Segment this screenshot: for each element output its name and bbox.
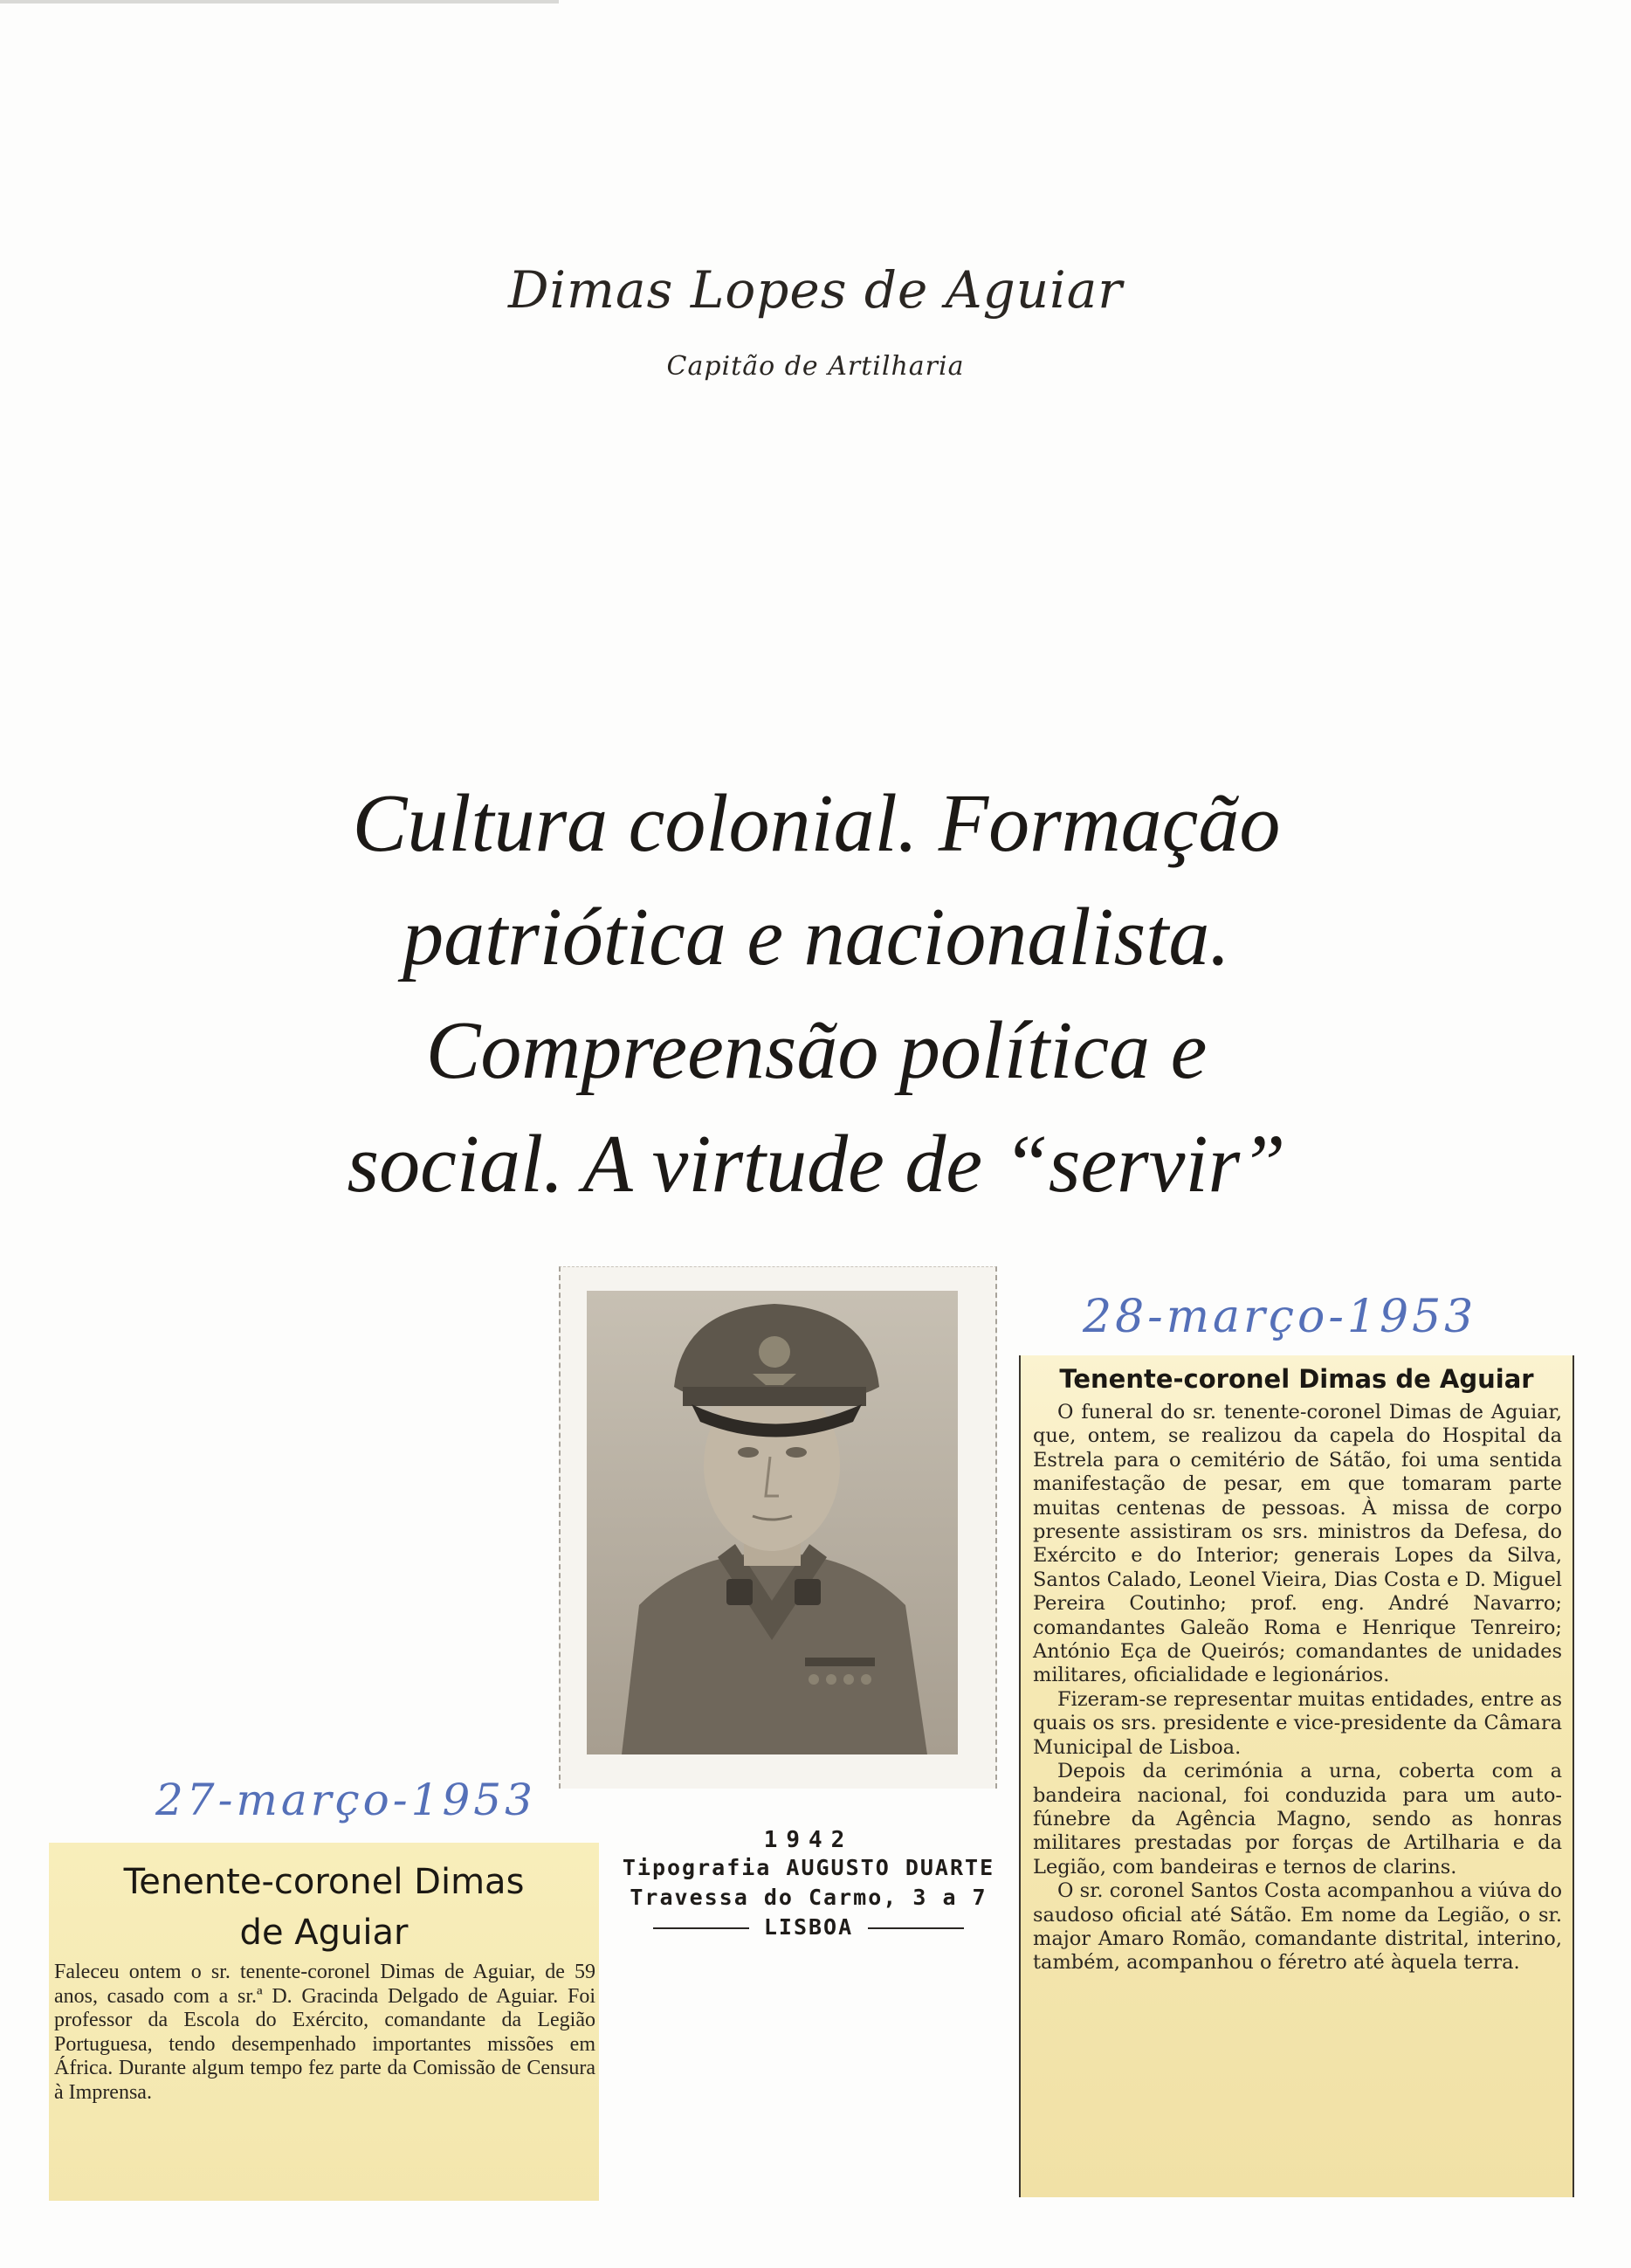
rule-left [653, 1927, 749, 1929]
clipping-body: Faleceu ontem o sr. tenente-coronel Dimas de Aguiar, de 59 anos, casado com a sr.ª D. Gracinda Delgado de Aguiar. Foi professor da Escola do Exército, comandante da Legião Portuguesa, tendo desempenhado importantes missões em África. Durante algum tempo fez parte da Comissão de Censura à Imprensa. [54, 1961, 595, 2104]
newspaper-clipping-obituary [49, 1843, 599, 2201]
title-line: patriótica e nacionalista. [403, 892, 1230, 982]
imprint-address: Travessa do Carmo, 3 a 7 [630, 1885, 988, 1910]
imprint-city: LISBOA [763, 1914, 854, 1940]
document-title [271, 767, 1362, 1221]
clipping-headline: Tenente-coronel Dimas de Aguiar [1059, 1364, 1534, 1394]
author-name: Dimas Lopes de Aguiar [507, 260, 1124, 320]
clipping-body [1033, 1401, 1562, 1975]
rule-right [868, 1927, 964, 1929]
imprint-printer: Tipografia AUGUSTO DUARTE [622, 1855, 995, 1880]
clipping-paragraph: O funeral do sr. tenente-coronel Dimas de Aguiar, que, ontem, se realizou da capela do Hospital da Estrela para o cemitério de Sátão, foi uma sentida manifestação de pesar, em que tomaram parte muitas centenas de pessoas. À missa de corpo presente assistiram os srs. ministros da Defesa, do Exército e do Interior; generais Lopes da Silva, Santos Calado, Leonel Vieira, Dias Costa e D. Miguel Pereira Coutinho; prof. eng. André Navarro; comandantes Galeão Roma e Henrique Tenreiro; António Eça de Queirós; comandantes de unidades militares, oficialidade e legionários. [1033, 1401, 1562, 1687]
clipping-paragraph: Fizeram-se representar muitas entidades, entre as quais os srs. presidente e vice-presidente da Câmara Municipal de Lisboa. [1033, 1687, 1563, 1759]
clipping-paragraph: O sr. coronel Santos Costa acompanhou a viúva do saudoso oficial até Sátão. Em nome da Legião, o sr. major Amaro Romão, comandante distrital, interino, também, acompanhou o féretro até àquela terra. [1033, 1879, 1562, 1975]
handwritten-date-left: 27-março-1953 [155, 1775, 536, 1825]
imprint-year: 1942 [763, 1827, 854, 1853]
title-line: Compreensão política e [425, 1005, 1208, 1096]
portrait-illustration [587, 1291, 958, 1754]
clipping-paragraph: Depois da cerimónia a urna, coberta com a bandeira nacional, foi conduzida para um auto-fúnebre da Agência Magno, sendo as honras militares prestadas por forças de Artilharia e da Legião, com bandeiras e ternos de clarins. [1033, 1760, 1562, 1879]
officer-portrait-photo [587, 1291, 958, 1754]
headline-line: Tenente-coronel Dimas [123, 1862, 525, 1902]
publication-imprint [611, 1827, 1006, 1942]
author-rank: Capitão de Artilharia [666, 351, 965, 382]
newspaper-clipping-funeral [1019, 1355, 1574, 2197]
title-line: social. A virtude de “servir” [347, 1119, 1286, 1210]
handwritten-date-right: 28-março-1953 [1083, 1291, 1477, 1343]
headline-line: de Aguiar [239, 1913, 409, 1953]
imprint-city-row [611, 1913, 1006, 1942]
clipping-headline [49, 1857, 599, 1958]
scan-edge-line [0, 0, 559, 3]
title-line: Cultura colonial. Formação [352, 778, 1281, 869]
